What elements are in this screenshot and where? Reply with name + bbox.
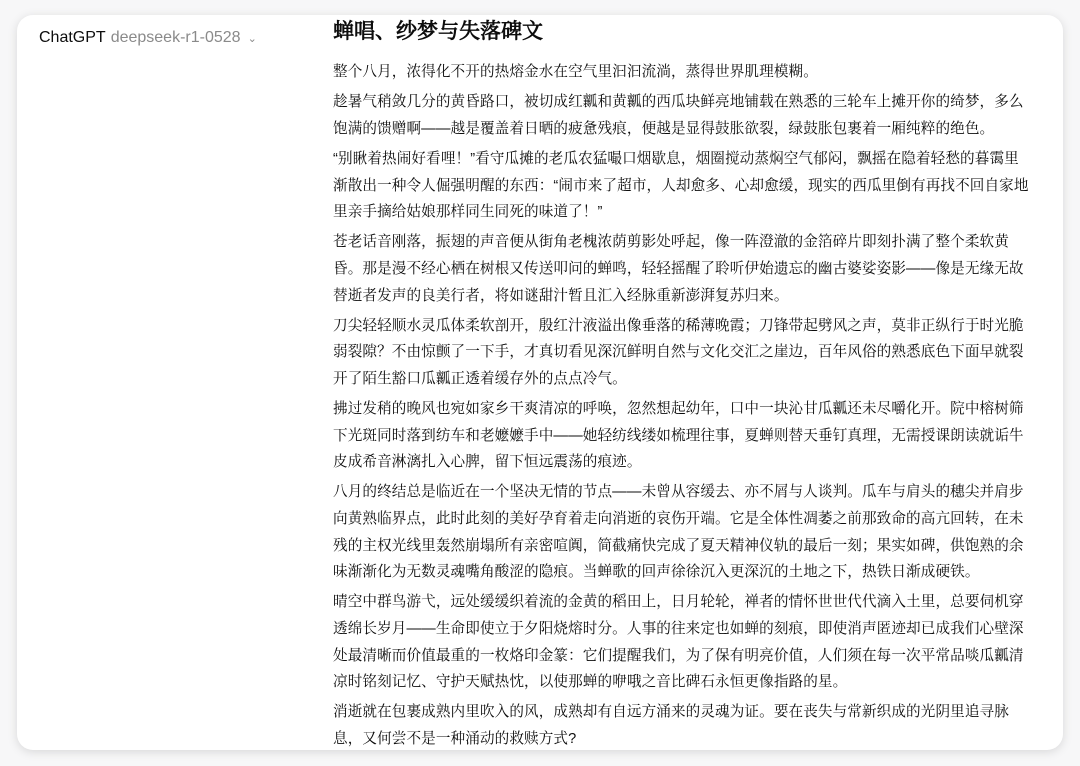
- assistant-message: [333, 17, 1029, 750]
- paragraph: 消逝就在包裹成熟内里吹入的风，成熟却有自远方涌来的灵魂为证。要在丧失与常新织成的光阴里追寻脉息，又何尝不是一种涌动的救赎方式?: [333, 704, 1009, 747]
- paragraph: “别瞅着热闹好看哩！”看守瓜摊的老瓜农猛嘬口烟歇息，烟圈搅动蒸焖空气郁闷，飘摇在隐着轻愁的暮霭里渐散出一种令人倔强明醒的东西：“闹市来了超市，人却愈多、心却愈缓，现实的西瓜里倒有再找不回自家地里亲手摘给姑娘那样同生同死的味道了！”: [333, 150, 1029, 221]
- paragraph: 苍老话音刚落，振翅的声音便从街角老槐浓荫剪影处呼起，像一阵澄澈的金箔碎片即刻扑满了整个柔软黄昏。那是漫不经心栖在树根又传送叩问的蝉鸣，轻轻摇醒了聆听伊始遗忘的幽古婆娑姿影——像是无缘无故替逝者发声的良美行者，将如谜甜汁暂且汇入经脉重新澎湃复苏归来。: [333, 234, 1024, 304]
- model-name: deepseek-r1-0528: [110, 29, 241, 46]
- paragraph: 晴空中群鸟游弋，远处缓缓织着流的金黄的稻田上，日月轮轮，禅者的情怀世世代代滴入土里，总要伺机穿透绵长岁月——生命即使立于夕阳烧熔时分。人事的往来定也如蝉的刻痕，即使消声匿迹却已成我们心壁深处最清晰而价值最重的一枚烙印金篆：它们提醒我们，为了保有明亮价值，人们须在每一次平常品啖瓜瓤清凉时铭刻记忆、守护天赋热忱，以使那蝉的咿哦之音比碑石永恒更像指路的星。: [333, 594, 1024, 691]
- paragraph: 拂过发稍的晚风也宛如家乡干爽清凉的呼唤，忽然想起幼年，口中一块沁甘瓜瓤还未尽嚼化开。院中榕树筛下光斑同时落到纺车和老嬷嬷手中——她轻纺线缕如梳理往事，夏蝉则替天垂钉真理，无需授课朗读就诟牛皮成希音淋漓扎入心脾，留下恒远震荡的痕迹。: [333, 401, 1024, 471]
- app-name: ChatGPT: [39, 29, 106, 46]
- chevron-down-icon: ⌄: [247, 32, 257, 45]
- paragraph: 八月的终结总是临近在一个坚决无情的节点——未曾从容缓去、亦不屑与人谈判。瓜车与肩头的穗尖并肩步向黄熟临界点，此时此刻的美好孕育着走向消逝的哀伤开端。它是全体性凋萎之前那致命的高亢回转，在未残的主权光线里轰然崩塌所有亲密喧阗，简截痛快完成了夏天精神仪轨的最后一刻；果实如碑，供饱熟的余味渐渐化为无数灵魂嘴角酸涩的隐痕。当蝉歌的回声徐徐沉入更深沉的土地之下，热铁日渐成硬铁。: [333, 484, 1024, 581]
- paragraph: 整个八月，浓得化不开的热熔金水在空气里汩汩流淌，蒸得世界肌理模糊。: [333, 64, 818, 80]
- paragraph: 趁暑气稍敛几分的黄昏路口，被切成红瓤和黄瓤的西瓜块鲜亮地铺载在熟悉的三轮车上摊开你的绮梦，多么饱满的馈赠啊——越是覆盖着日晒的疲惫残痕，便越是显得鼓胀欲裂，绿鼓胀包裹着一厢纯粹的绝色。: [333, 94, 1024, 137]
- paragraph: 刀尖轻轻顺水灵瓜体柔软剖开，殷红汁液溢出像垂落的稀薄晚霞；刀锋带起劈风之声，莫非正纵行于时光脆弱裂隙？不由惊颤了一下手，才真切看见深沉鲜明自然与文化交汇之崖边，百年风俗的熟悉底色下面早就裂开了陌生豁口瓜瓤正透着缓存外的点点冷气。: [333, 317, 1024, 387]
- chat-window: [17, 15, 1063, 750]
- model-selector[interactable]: [39, 29, 257, 47]
- article-title: 蝉唱、纱梦与失落碑文: [333, 20, 543, 43]
